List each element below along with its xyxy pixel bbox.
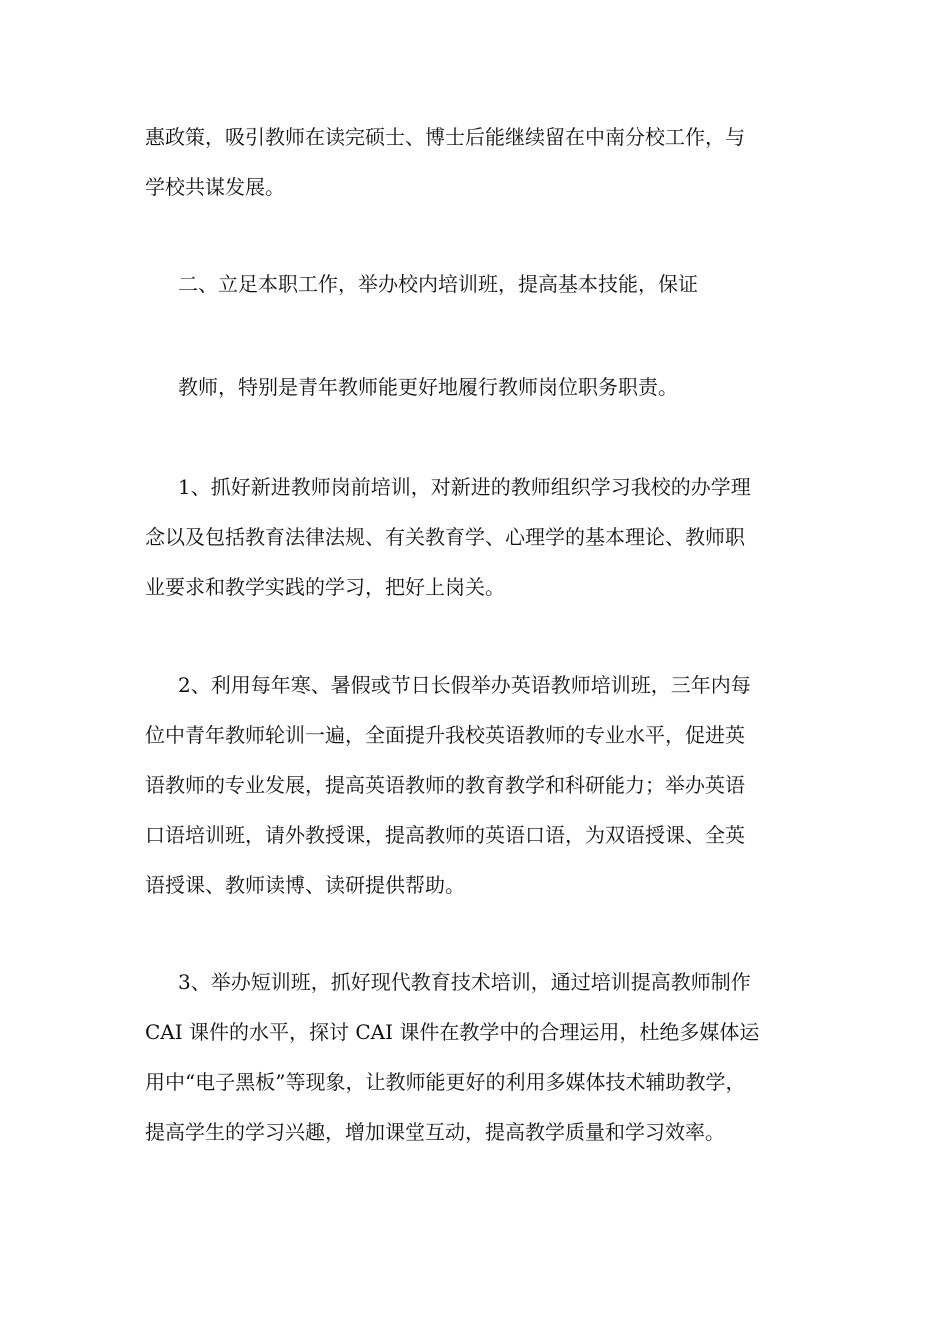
text-line: 语教师的专业发展，提高英语教师的教育教学和科研能力；举办英语 xyxy=(145,773,745,797)
paragraph-heading-continuation xyxy=(145,362,810,412)
section-heading-2 xyxy=(145,259,810,309)
text-line: 念以及包括教育法律法规、有关教育学、心理学的基本理论、教师职 xyxy=(145,525,745,549)
text-line: 学校共谋发展。 xyxy=(145,175,285,199)
paragraph-preferential-policy xyxy=(145,112,810,212)
list-item-1 xyxy=(145,462,810,612)
list-item-3 xyxy=(145,957,810,1157)
heading-line: 二、立足本职工作，举办校内培训班，提高基本技能，保证 xyxy=(178,272,698,296)
text-line: 用中“电子黑板”等现象，让教师能更好的利用多媒体技术辅助教学， xyxy=(145,1070,746,1094)
text-line: 位中青年教师轮训一遍，全面提升我校英语教师的专业水平，促进英 xyxy=(145,723,745,747)
text-line: 惠政策，吸引教师在读完硕士、博士后能继续留在中南分校工作，与 xyxy=(145,125,745,149)
text-line: 提高学生的学习兴趣，增加课堂互动，提高教学质量和学习效率。 xyxy=(145,1120,725,1144)
text-line: 2、利用每年寒、暑假或节日长假举办英语教师培训班，三年内每 xyxy=(178,673,751,697)
text-line: 教师，特别是青年教师能更好地履行教师岗位职务职责。 xyxy=(178,375,678,399)
list-item-2 xyxy=(145,660,810,910)
text-line: 口语培训班，请外教授课，提高教师的英语口语，为双语授课、全英 xyxy=(145,823,745,847)
text-line: 业要求和教学实践的学习，把好上岗关。 xyxy=(145,575,505,599)
text-line: CAI 课件的水平，探讨 CAI 课件在教学中的合理运用，杜绝多媒体运 xyxy=(145,1020,760,1044)
text-line: 语授课、教师读博、读研提供帮助。 xyxy=(145,873,465,897)
text-line: 1、抓好新进教师岗前培训，对新进的教师组织学习我校的办学理 xyxy=(178,475,751,499)
text-line: 3、举办短训班，抓好现代教育技术培训，通过培训提高教师制作 xyxy=(178,970,751,994)
